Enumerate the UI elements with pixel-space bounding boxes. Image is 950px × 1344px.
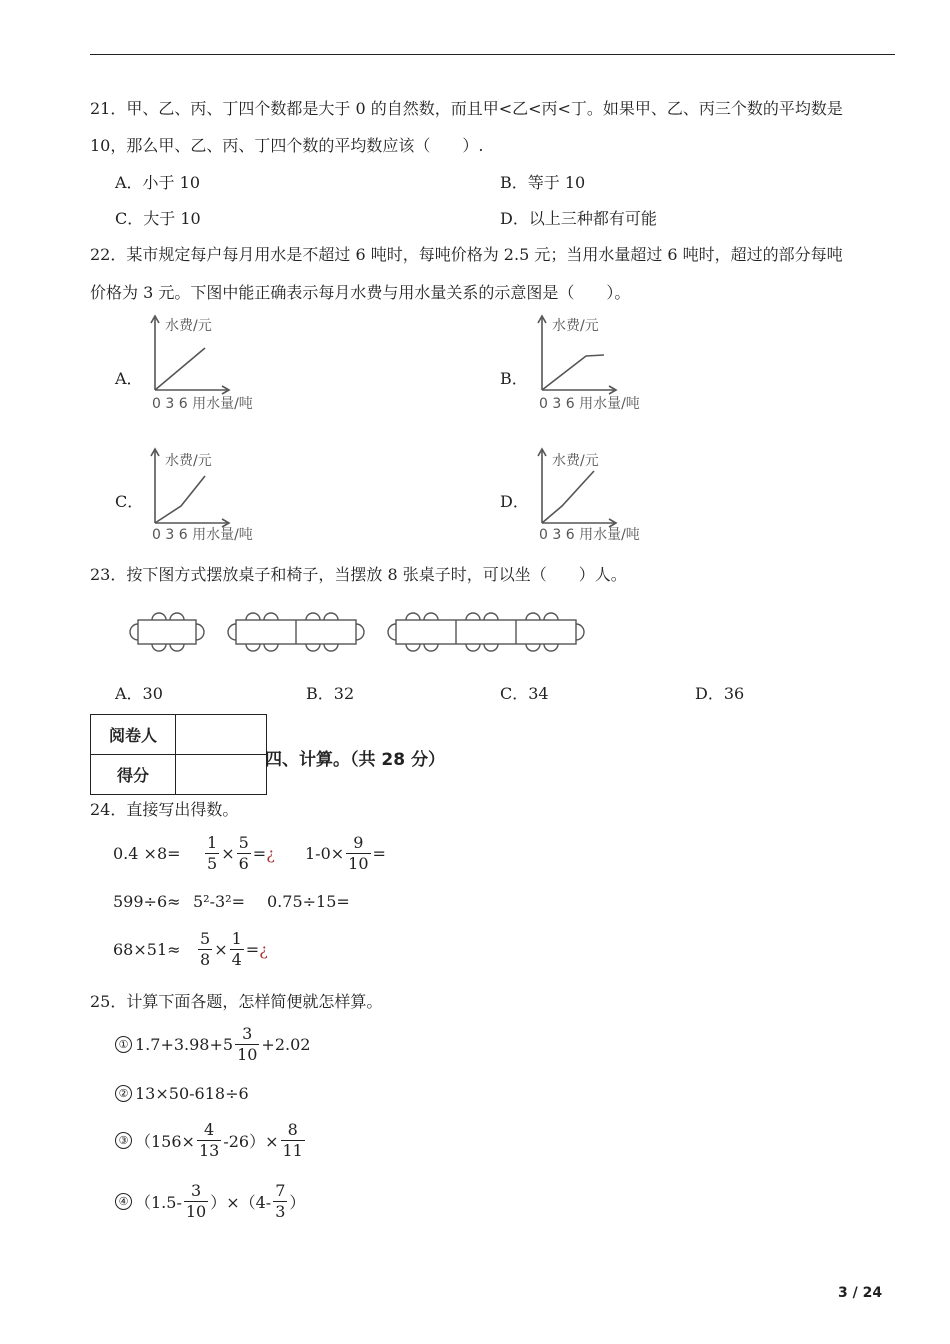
q25-problem-1: ① 1.7+3.98+5 $\frac{3}{10}$ +2.02 bbox=[115, 1024, 310, 1065]
reviewer-cell bbox=[176, 715, 267, 755]
q23-option-a: A．30 bbox=[115, 684, 163, 703]
q24-expr-6: 0.75÷15= bbox=[267, 892, 350, 911]
q24-text: 24．直接写出得数。 bbox=[90, 800, 239, 819]
index-3: ③ bbox=[115, 1132, 132, 1149]
score-cell bbox=[176, 755, 267, 795]
fraction: $\frac{3}{10}$ bbox=[185, 1181, 207, 1221]
index-2: ② bbox=[115, 1085, 132, 1102]
q22-option-a: A． bbox=[115, 369, 143, 388]
q24-expr-8: $\frac{5}{8}$ × $\frac{1}{4}$ = ¿ bbox=[200, 929, 268, 969]
q23-tables-figure bbox=[118, 602, 608, 662]
q22-graph-c bbox=[145, 443, 285, 548]
graph-d-xlabel: 0 3 6 用水量/吨 bbox=[539, 527, 640, 543]
fraction: $\frac{7}{3}$ bbox=[275, 1181, 286, 1221]
graph-d-ylabel: 水费/元 bbox=[552, 453, 599, 469]
q24-expr-2: $\frac{1}{5}$ × $\frac{5}{6}$ = ¿ bbox=[207, 833, 275, 873]
q22-graph-a bbox=[145, 310, 285, 415]
score-table bbox=[90, 714, 267, 795]
fraction: $\frac{5}{8}$ bbox=[200, 929, 211, 969]
q23-option-d: D．36 bbox=[695, 684, 745, 703]
section-title: 四、计算。（共 28 分） bbox=[265, 750, 445, 770]
q25-problem-4: ④ （1.5- $\frac{3}{10}$ ）×（4- $\frac{7}{3}$ ） bbox=[115, 1181, 305, 1222]
q22-option-d: D． bbox=[500, 492, 529, 511]
fraction: $\frac{5}{6}$ bbox=[238, 833, 249, 873]
q22-graph-d bbox=[532, 443, 672, 548]
q22-line1: 22．某市规定每户每月用水是不超过 6 吨时，每吨价格为 2.5 元；当用水量超过 6 吨时，超过的部分每吨 bbox=[90, 245, 843, 264]
graph-b-xlabel: 0 3 6 用水量/吨 bbox=[539, 396, 640, 412]
fraction: $\frac{1}{4}$ bbox=[231, 929, 242, 969]
q21-option-d: D．以上三种都有可能 bbox=[500, 209, 657, 228]
q22-line2: 价格为 3 元。下图中能正确表示每月水费与用水量关系的示意图是（ ）。 bbox=[90, 283, 631, 302]
index-4: ④ bbox=[115, 1193, 132, 1210]
q21-line2: 10，那么甲、乙、丙、丁四个数的平均数应该（ ）. bbox=[90, 136, 484, 155]
graph-c-ylabel: 水费/元 bbox=[165, 453, 212, 469]
fraction: $\frac{3}{10}$ bbox=[237, 1024, 258, 1064]
fraction: $\frac{8}{11}$ bbox=[282, 1120, 303, 1160]
graph-c-xlabel: 0 3 6 用水量/吨 bbox=[152, 527, 253, 543]
q21-option-b: B．等于 10 bbox=[500, 173, 586, 192]
q22-option-b: B． bbox=[500, 369, 528, 388]
fraction: $\frac{1}{5}$ bbox=[207, 833, 218, 873]
q23-option-c: C．34 bbox=[500, 684, 549, 703]
q21-option-c: C．大于 10 bbox=[115, 209, 201, 228]
q24-expr-1: 0.4 ×8= bbox=[113, 844, 181, 863]
graph-a-ylabel: 水费/元 bbox=[165, 318, 212, 334]
q24-expr-4: 599÷6≈ bbox=[113, 892, 181, 911]
q24-expr-5: 5²-3²= bbox=[193, 892, 245, 911]
reviewer-label: 阅卷人 bbox=[91, 715, 176, 755]
q25-problem-2: ② 13×50-618÷6 bbox=[115, 1084, 249, 1103]
page-number: 3 / 24 bbox=[838, 1285, 883, 1301]
graph-b-ylabel: 水费/元 bbox=[552, 318, 599, 334]
q24-expr-7: 68×51≈ bbox=[113, 940, 181, 959]
fraction: $\frac{9}{10}$ bbox=[348, 833, 369, 873]
q22-graph-b bbox=[532, 310, 672, 415]
score-label: 得分 bbox=[91, 755, 176, 795]
fraction: $\frac{4}{13}$ bbox=[198, 1120, 220, 1160]
q23-text: 23．按下图方式摆放桌子和椅子，当摆放 8 张桌子时，可以坐（ ）人。 bbox=[90, 565, 627, 584]
header-rule bbox=[90, 54, 895, 55]
q21-line1: 21．甲、乙、丙、丁四个数都是大于 0 的自然数，而且甲<乙<丙<丁。如果甲、乙、丙三个数的平均数是 bbox=[90, 99, 843, 118]
index-1: ① bbox=[115, 1036, 132, 1053]
q25-problem-3: ③ （156× $\frac{4}{13}$ -26）× $\frac{8}{11}$ bbox=[115, 1120, 307, 1161]
q22-option-c: C． bbox=[115, 492, 144, 511]
q24-expr-3: 1-0× $\frac{9}{10}$ = bbox=[305, 833, 386, 873]
q23-option-b: B．32 bbox=[306, 684, 355, 703]
q25-text: 25．计算下面各题，怎样简便就怎样算。 bbox=[90, 992, 383, 1011]
graph-a-xlabel: 0 3 6 用水量/吨 bbox=[152, 396, 253, 412]
q21-option-a: A．小于 10 bbox=[115, 173, 201, 192]
